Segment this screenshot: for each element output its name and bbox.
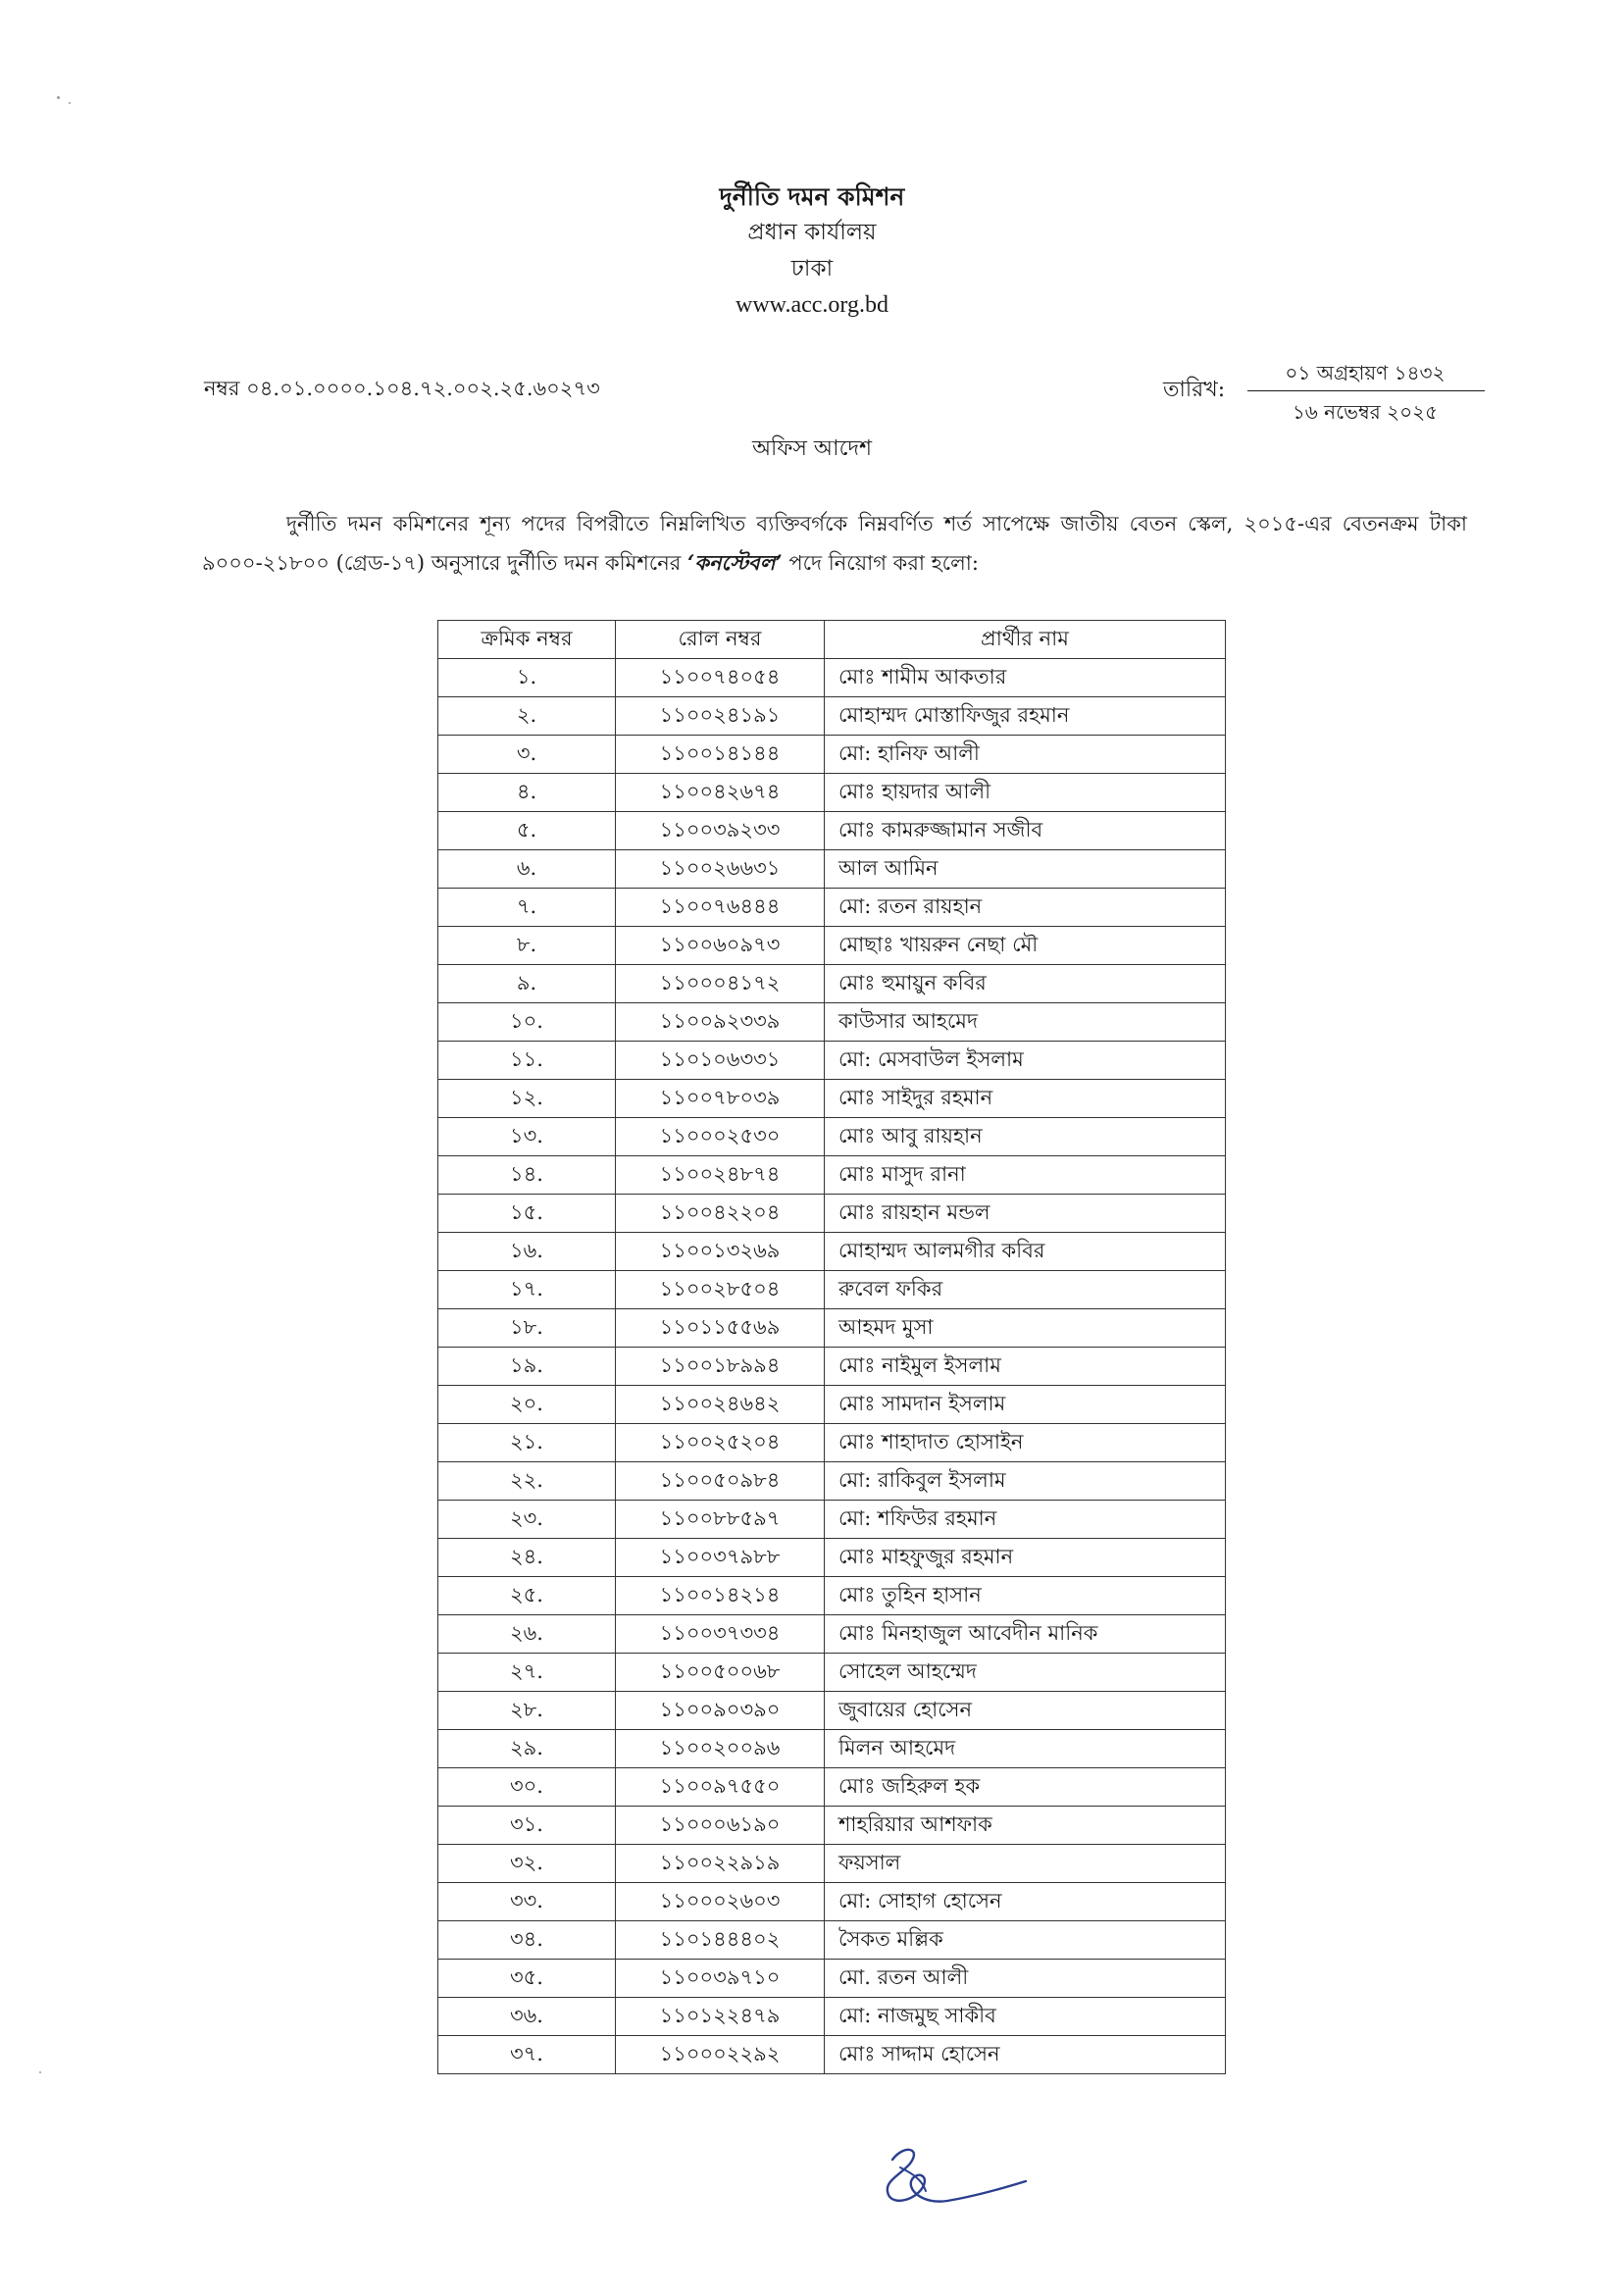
serial-cell: ১৮. — [438, 1309, 616, 1348]
roll-cell: ১১০১২২৪৭৯ — [616, 1998, 825, 2036]
roll-cell: ১১০০৯৭৫৫০ — [616, 1768, 825, 1807]
name-cell: মো: রাকিবুল ইসলাম — [825, 1462, 1226, 1501]
name-cell: মোঃ তুহিন হাসান — [825, 1577, 1226, 1615]
table-row — [438, 1195, 1226, 1233]
organization-name: দুর্নীতি দমন কমিশন — [719, 182, 905, 211]
roll-cell: ১১০০৭৬৪৪৪ — [616, 889, 825, 927]
serial-cell: ৭. — [438, 889, 616, 927]
scan-speck — [39, 2071, 41, 2073]
date-label: তারিখ: — [1163, 378, 1226, 402]
roll-cell: ১১০০০২৫৩০ — [616, 1118, 825, 1156]
roll-cell: ১১০০৩৯৭১০ — [616, 1960, 825, 1998]
roll-cell: ১১০০১৪২১৪ — [616, 1577, 825, 1615]
table-row — [438, 1501, 1226, 1539]
serial-cell: ২২. — [438, 1462, 616, 1501]
name-cell: মোঃ সাইদুর রহমান — [825, 1080, 1226, 1118]
table-row — [438, 850, 1226, 889]
name-cell: মোঃ শাহাদাত হোসাইন — [825, 1424, 1226, 1462]
table-row — [438, 1309, 1226, 1348]
roll-cell: ১১০১৪৪৪০২ — [616, 1921, 825, 1960]
serial-cell: ২৪. — [438, 1539, 616, 1577]
serial-cell: ১৫. — [438, 1195, 616, 1233]
table-row — [438, 1080, 1226, 1118]
table-row — [438, 1156, 1226, 1195]
roll-cell: ১১০০৩৭৯৮৮ — [616, 1539, 825, 1577]
name-cell: মোঃ আবু রায়হান — [825, 1118, 1226, 1156]
name-cell: মোঃ কামরুজ্জামান সজীব — [825, 812, 1226, 850]
name-cell: মোঃ হায়দার আলী — [825, 774, 1226, 812]
table-row — [438, 1692, 1226, 1730]
roll-cell: ১১০০১৪১৪৪ — [616, 736, 825, 774]
roll-cell: ১১০০৭৮০৩৯ — [616, 1080, 825, 1118]
date-bangla: ০১ অগ্রহায়ণ ১৪৩২ — [1285, 361, 1446, 384]
table-row — [438, 1462, 1226, 1501]
serial-cell: ১০. — [438, 1003, 616, 1042]
serial-cell: ৬. — [438, 850, 616, 889]
intro-text-before: দুর্নীতি দমন কমিশনের শূন্য পদের বিপরীতে নিম্নলিখিত ব্যক্তিবর্গকে নিম্নবর্ণিত শর্ত সাপেক্ষে জাতীয় বেতন স্কেল, ২০১৫-এর বেতনক্রম টাকা ৯০০০-২১৮০০ (গ্রেড-১৭) অনুসারে দুর্নীতি দমন কমিশনের — [202, 512, 1467, 575]
roll-cell: ১১০১০৬৩৩১ — [616, 1042, 825, 1080]
intro-paragraph — [202, 504, 1467, 583]
serial-cell: ৩৪. — [438, 1921, 616, 1960]
table-row — [438, 1424, 1226, 1462]
name-cell: মোঃ শামীম আকতার — [825, 659, 1226, 697]
scan-speck — [57, 96, 60, 99]
order-title: অফিস আদেশ — [751, 436, 873, 461]
office-name: প্রধান কার্যালয় — [747, 220, 877, 245]
serial-cell: ২৭. — [438, 1654, 616, 1692]
serial-cell: ৩৭. — [438, 2036, 616, 2074]
serial-cell: ২৬. — [438, 1615, 616, 1654]
name-cell: মোঃ সামদান ইসলাম — [825, 1386, 1226, 1424]
roll-cell: ১১০০২৫২০৪ — [616, 1424, 825, 1462]
table-row — [438, 1271, 1226, 1309]
serial-cell: ৩১. — [438, 1807, 616, 1845]
scan-speck — [69, 102, 71, 104]
name-cell: শাহরিয়ার আশফাক — [825, 1807, 1226, 1845]
serial-cell: ১৩. — [438, 1118, 616, 1156]
date-divider — [1247, 390, 1485, 391]
name-cell: মোঃ জহিরুল হক — [825, 1768, 1226, 1807]
roll-cell: ১১০০২৪৮৭৪ — [616, 1156, 825, 1195]
serial-cell: ৯. — [438, 965, 616, 1003]
table-row — [438, 736, 1226, 774]
table-row — [438, 1042, 1226, 1080]
name-cell: মো: সোহাগ হোসেন — [825, 1883, 1226, 1921]
header-roll: রোল নম্বর — [616, 621, 825, 659]
letterhead — [0, 178, 1624, 324]
roll-cell: ১১০০২৮৫০৪ — [616, 1271, 825, 1309]
serial-cell: ১১. — [438, 1042, 616, 1080]
serial-cell: ২০. — [438, 1386, 616, 1424]
roll-cell: ১১০০২৪৬৪২ — [616, 1386, 825, 1424]
signature-stroke — [888, 2150, 1026, 2202]
appointee-table — [437, 620, 1226, 2074]
table-row — [438, 1654, 1226, 1692]
table-row — [438, 1768, 1226, 1807]
name-cell: মোঃ হুমায়ুন কবির — [825, 965, 1226, 1003]
name-cell: মোঃ মাহফুজুর রহমান — [825, 1539, 1226, 1577]
roll-cell: ১১০১১৫৫৬৯ — [616, 1309, 825, 1348]
name-cell: মোঃ মিনহাজুল আবেদীন মানিক — [825, 1615, 1226, 1654]
name-cell: জুবায়ের হোসেন — [825, 1692, 1226, 1730]
table-row — [438, 1003, 1226, 1042]
roll-cell: ১১০০৮৮৫৯৭ — [616, 1501, 825, 1539]
serial-cell: ২৮. — [438, 1692, 616, 1730]
serial-cell: ২১. — [438, 1424, 616, 1462]
serial-cell: ৩০. — [438, 1768, 616, 1807]
serial-cell: ১৭. — [438, 1271, 616, 1309]
table-body — [438, 659, 1226, 2074]
name-cell: মোঃ সাদ্দাম হোসেন — [825, 2036, 1226, 2074]
memo-number: নম্বর ০৪.০১.০০০০.১০৪.৭২.০০২.২৫.৬০২৭৩ — [204, 377, 600, 400]
roll-cell: ১১০০৪২৬৭৪ — [616, 774, 825, 812]
table-row — [438, 1118, 1226, 1156]
serial-cell: ৩৬. — [438, 1998, 616, 2036]
serial-cell: ৩২. — [438, 1845, 616, 1883]
name-cell: মো: রতন রায়হান — [825, 889, 1226, 927]
name-cell: মোহাম্মদ মোস্তাফিজুর রহমান — [825, 697, 1226, 736]
name-cell: মোহাম্মদ আলমগীর কবির — [825, 1233, 1226, 1271]
date-english: ১৬ নভেম্বর ২০২৫ — [1292, 400, 1439, 424]
table-row — [438, 697, 1226, 736]
table-row — [438, 1883, 1226, 1921]
roll-cell: ১১০০০২৬০৩ — [616, 1883, 825, 1921]
serial-cell: ৪. — [438, 774, 616, 812]
city-name: ঢাকা — [790, 256, 834, 281]
roll-cell: ১১০০৬০৯৭৩ — [616, 927, 825, 965]
name-cell: মিলন আহমেদ — [825, 1730, 1226, 1768]
name-cell: মো: মেসবাউল ইসলাম — [825, 1042, 1226, 1080]
serial-cell: ১৪. — [438, 1156, 616, 1195]
name-cell: মো. রতন আলী — [825, 1960, 1226, 1998]
serial-cell: ৩৩. — [438, 1883, 616, 1921]
table-row — [438, 812, 1226, 850]
table-row — [438, 1615, 1226, 1654]
name-cell: মো: শফিউর রহমান — [825, 1501, 1226, 1539]
roll-cell: ১১০০২০০৯৬ — [616, 1730, 825, 1768]
table-row — [438, 1348, 1226, 1386]
name-cell: সৈকত মল্লিক — [825, 1921, 1226, 1960]
roll-cell: ১১০০০২২৯২ — [616, 2036, 825, 2074]
table-row — [438, 1577, 1226, 1615]
table-row — [438, 1845, 1226, 1883]
table-row — [438, 1807, 1226, 1845]
signature — [853, 2138, 1030, 2217]
table-row — [438, 1998, 1226, 2036]
serial-cell: ১৬. — [438, 1233, 616, 1271]
table-row — [438, 1233, 1226, 1271]
roll-cell: ১১০০৩৭৩৩৪ — [616, 1615, 825, 1654]
roll-cell: ১১০০৭৪০৫৪ — [616, 659, 825, 697]
serial-cell: ৩. — [438, 736, 616, 774]
roll-cell: ১১০০০৬১৯০ — [616, 1807, 825, 1845]
roll-cell: ১১০০১৮৯৯৪ — [616, 1348, 825, 1386]
name-cell: মোঃ মাসুদ রানা — [825, 1156, 1226, 1195]
serial-cell: ২৫. — [438, 1577, 616, 1615]
serial-cell: ৩৫. — [438, 1960, 616, 1998]
serial-cell: ২. — [438, 697, 616, 736]
roll-cell: ১১০০৯০৩৯০ — [616, 1692, 825, 1730]
serial-cell: ৫. — [438, 812, 616, 850]
name-cell: আল আমিন — [825, 850, 1226, 889]
serial-cell: ১৯. — [438, 1348, 616, 1386]
table-row — [438, 659, 1226, 697]
roll-cell: ১১০০৯২৩৩৯ — [616, 1003, 825, 1042]
serial-cell: ১২. — [438, 1080, 616, 1118]
serial-cell: ১. — [438, 659, 616, 697]
name-cell: রুবেল ফকির — [825, 1271, 1226, 1309]
roll-cell: ১১০০২৬৬৩১ — [616, 850, 825, 889]
table-row — [438, 965, 1226, 1003]
name-cell: মোঃ রায়হান মন্ডল — [825, 1195, 1226, 1233]
table-row — [438, 2036, 1226, 2074]
roll-cell: ১১০০০৪১৭২ — [616, 965, 825, 1003]
table-row — [438, 774, 1226, 812]
table-header-row — [438, 621, 1226, 659]
table-row — [438, 1730, 1226, 1768]
header-name: প্রার্থীর নাম — [825, 621, 1226, 659]
roll-cell: ১১০০৫০৯৮৪ — [616, 1462, 825, 1501]
roll-cell: ১১০০২২৯১৯ — [616, 1845, 825, 1883]
serial-cell: ২৩. — [438, 1501, 616, 1539]
table-row — [438, 927, 1226, 965]
table-row — [438, 1921, 1226, 1960]
roll-cell: ১১০০৪২২০৪ — [616, 1195, 825, 1233]
name-cell: মোঃ নাইমুল ইসলাম — [825, 1348, 1226, 1386]
name-cell: মো: হানিফ আলী — [825, 736, 1226, 774]
table-row — [438, 1539, 1226, 1577]
name-cell: মো: নাজমুছ সাকীব — [825, 1998, 1226, 2036]
table-row — [438, 889, 1226, 927]
name-cell: সোহেল আহম্মেদ — [825, 1654, 1226, 1692]
website-link[interactable]: www.acc.org.bd — [736, 292, 888, 318]
serial-cell: ২৯. — [438, 1730, 616, 1768]
table-row — [438, 1960, 1226, 1998]
roll-cell: ১১০০৫০০৬৮ — [616, 1654, 825, 1692]
post-name: ‘কনস্টেবল’ — [686, 550, 783, 575]
header-serial: ক্রমিক নম্বর — [438, 621, 616, 659]
name-cell: আহমদ মুসা — [825, 1309, 1226, 1348]
name-cell: মোছাঃ খায়রুন নেছা মৌ — [825, 927, 1226, 965]
intro-text-after: পদে নিয়োগ করা হলো: — [782, 551, 979, 575]
roll-cell: ১১০০৩৯২৩৩ — [616, 812, 825, 850]
roll-cell: ১১০০২৪১৯১ — [616, 697, 825, 736]
serial-cell: ৮. — [438, 927, 616, 965]
roll-cell: ১১০০১৩২৬৯ — [616, 1233, 825, 1271]
name-cell: ফয়সাল — [825, 1845, 1226, 1883]
name-cell: কাউসার আহমেদ — [825, 1003, 1226, 1042]
table-row — [438, 1386, 1226, 1424]
